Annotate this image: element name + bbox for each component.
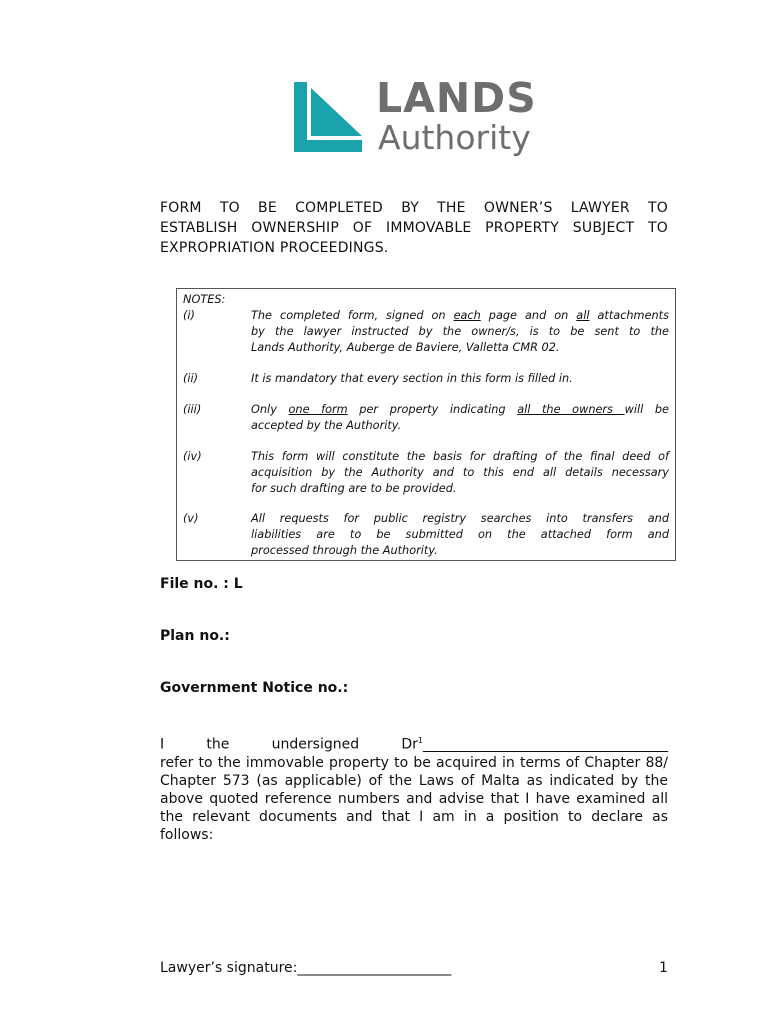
note-number: (ii) xyxy=(183,372,199,385)
note-line: processed through the Authority. xyxy=(251,544,438,557)
title-line-3: EXPROPRIATION PROCEEDINGS. xyxy=(160,240,389,256)
notes-box xyxy=(176,288,676,561)
logo-mark-icon xyxy=(290,78,370,158)
note-number: (iii) xyxy=(183,403,202,416)
page-number: 1 xyxy=(659,960,668,976)
declaration-paragraph xyxy=(160,732,668,844)
note-line: All requests for public registry searches into transfers and xyxy=(251,512,669,525)
logo-text-lands: LANDS xyxy=(376,74,537,122)
notes-heading: NOTES: xyxy=(183,293,226,306)
declaration-line: I the undersigned Dr$^1$___________________________________ xyxy=(160,736,668,753)
note-line: This form will constitute the basis for drafting of the final deed of xyxy=(251,450,669,463)
note-line: for such drafting are to be provided. xyxy=(251,482,457,495)
note-number: (iv) xyxy=(183,450,202,463)
note-line: The completed form, signed on each page and on all attachments xyxy=(251,309,669,322)
lawyer-signature-line: Lawyer’s signature:______________________ xyxy=(160,960,452,976)
note-line: accepted by the Authority. xyxy=(251,419,402,432)
note-number: (i) xyxy=(183,309,195,322)
title-line-1: FORM TO BE COMPLETED BY THE OWNER’S LAWYER TO xyxy=(160,200,668,216)
government-notice-label: Government Notice no.: xyxy=(160,680,349,696)
note-line: It is mandatory that every section in this form is filled in. xyxy=(251,372,573,385)
lawyer-name-blank: ___________________________________ xyxy=(423,736,668,753)
title-line-2: ESTABLISH OWNERSHIP OF IMMOVABLE PROPERTY SUBJECT TO xyxy=(160,220,668,236)
note-number: (v) xyxy=(183,512,199,525)
declaration-line: the relevant documents and that I am in a position to declare as xyxy=(160,808,668,825)
plan-number-label: Plan no.: xyxy=(160,628,230,644)
note-line: by the lawyer instructed by the owner/s, is to be sent to the xyxy=(251,325,669,338)
lands-authority-logo xyxy=(290,74,540,164)
note-line: Only one form per property indicating all the owners will be xyxy=(251,403,669,416)
note-line: liabilities are to be submitted on the attached form and xyxy=(251,528,669,541)
declaration-line: refer to the immovable property to be acquired in terms of Chapter 88/ xyxy=(160,754,668,771)
declaration-line: follows: xyxy=(160,826,214,843)
declaration-line: Chapter 573 (as applicable) of the Laws of Malta as indicated by the xyxy=(160,772,668,789)
note-line: Lands Authority, Auberge de Baviere, Valletta CMR 02. xyxy=(251,341,560,354)
file-number-label: File no. : L xyxy=(160,576,243,592)
form-title xyxy=(160,198,668,258)
declaration-line: above quoted reference numbers and advise that I have examined all xyxy=(160,790,668,807)
logo-text-authority: Authority xyxy=(378,118,531,157)
note-line: acquisition by the Authority and to this end all details necessary xyxy=(251,466,669,479)
